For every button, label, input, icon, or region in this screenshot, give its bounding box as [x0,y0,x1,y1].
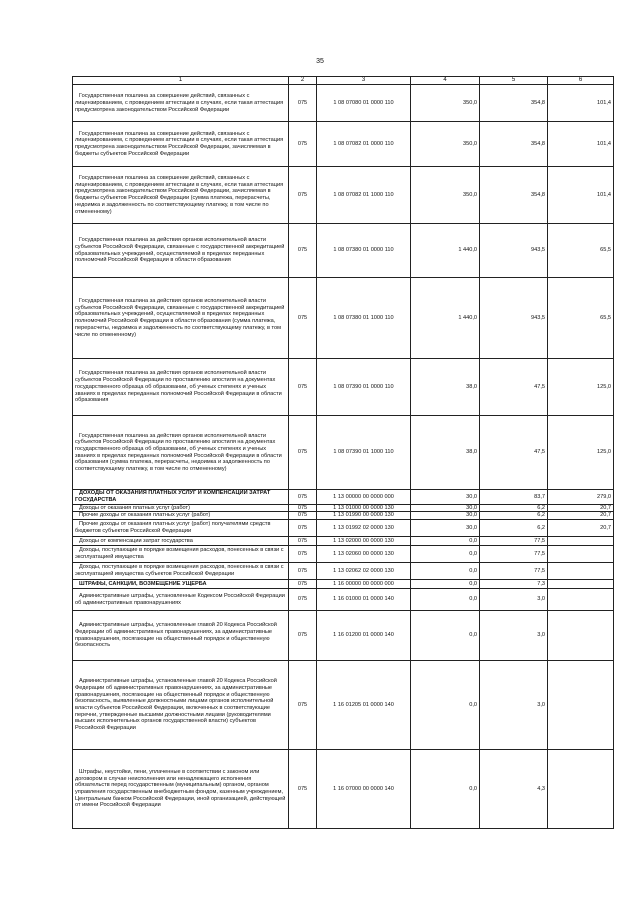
row-actual-value: 77,5 [480,546,548,563]
row-classification-code: 1 08 07380 01 0000 110 [317,224,411,278]
row-admin-code: 075 [289,490,317,504]
table-row [73,278,614,359]
header-cell: 4 [411,77,480,85]
row-admin-code: 075 [289,611,317,661]
row-plan-value: 0,0 [411,537,480,546]
row-actual-value: 83,7 [480,490,548,504]
row-admin-code: 075 [289,85,317,122]
row-name: Доходы от компенсации затрат государства [73,537,289,546]
row-percent [548,589,614,611]
row-classification-code: 1 16 01200 01 0000 140 [317,611,411,661]
row-classification-code: 1 08 07080 01 0000 110 [317,85,411,122]
table-row [73,546,614,563]
row-admin-code: 075 [289,122,317,167]
row-percent: 279,0 [548,490,614,504]
row-name: ШТРАФЫ, САНКЦИИ, ВОЗМЕЩЕНИЕ УЩЕРБА [73,580,289,589]
row-actual-value: 354,8 [480,167,548,224]
row-percent [548,661,614,750]
row-plan-value: 0,0 [411,563,480,580]
row-actual-value: 3,0 [480,661,548,750]
row-percent: 65,5 [548,224,614,278]
row-percent: 20,7 [548,512,614,520]
row-name: Государственная пошлина за действия органов исполнительной власти субъектов Российской Федерации, связанные с государственной аккредитацией образовательных учреждений, осуществляемой в пределах переданных полномочий Российской Федерации в области образования [73,224,289,278]
row-name: Доходы от оказания платных услуг (работ) [73,504,289,512]
row-percent: 20,7 [548,520,614,537]
row-actual-value: 354,8 [480,122,548,167]
row-name: Государственная пошлина за действия органов исполнительной власти субъектов Российской Федерации по проставлению апостиля на документах государственного образца об образовании, об ученых степенях и ученых званиях в пределах переданных полномочий Российской Федерации в области образования (сумма платежа, перерасчеты, недоимка и задолженность по соответствующему платежу, в том числе по отмененному) [73,416,289,490]
row-percent: 125,0 [548,359,614,416]
row-name: Доходы, поступающие в порядке возмещения расходов, понесенных в связи с эксплуатацией имущества субъектов Российской Федерации [73,563,289,580]
table-row [73,85,614,122]
row-actual-value: 7,3 [480,580,548,589]
row-admin-code: 075 [289,504,317,512]
row-admin-code: 075 [289,537,317,546]
row-percent [548,611,614,661]
row-percent [548,546,614,563]
table-row [73,490,614,504]
row-actual-value: 3,0 [480,589,548,611]
row-classification-code: 1 08 07380 01 1000 110 [317,278,411,359]
row-classification-code: 1 16 01205 01 0000 140 [317,661,411,750]
row-name: Административные штрафы, установленные главой 20 Кодекса Российской Федерации об административных правонарушениях, за административные правонарушения, посягающие на общественный порядок и общественную безопасность, выявленные должностными лицами органов исполнительной власти субъектов Российской Федерации, включенных в соответствующие перечни, утвержденные высшими должностными лицами (руководителями высших исполнительных органов государственной власти) субъектов Российской Федерации [73,661,289,750]
row-classification-code: 1 16 01000 01 0000 140 [317,589,411,611]
table-row [73,224,614,278]
row-actual-value: 77,5 [480,537,548,546]
table-row [73,537,614,546]
row-name: Прочие доходы от оказания платных услуг (работ) [73,512,289,520]
row-name: Государственная пошлина за совершение действий, связанных с лицензированием, с проведением аттестации в случаях, если такая аттестация предусмотрена законодательством Российской Федерации, зачисляемая в бюджеты субъектов Российской Федерации [73,122,289,167]
row-admin-code: 075 [289,359,317,416]
row-plan-value: 0,0 [411,611,480,661]
row-name: Прочие доходы от оказания платных услуг (работ) получателями средств бюджетов субъектов Российской Федерации [73,520,289,537]
row-plan-value: 30,0 [411,490,480,504]
table-row [73,589,614,611]
row-admin-code: 075 [289,580,317,589]
row-actual-value: 943,5 [480,278,548,359]
row-actual-value: 6,2 [480,512,548,520]
row-classification-code: 1 16 00000 00 0000 000 [317,580,411,589]
row-actual-value: 77,5 [480,563,548,580]
row-name: ДОХОДЫ ОТ ОКАЗАНИЯ ПЛАТНЫХ УСЛУГ И КОМПЕНСАЦИИ ЗАТРАТ ГОСУДАРСТВА [73,490,289,504]
row-actual-value: 47,5 [480,359,548,416]
header-row [73,77,614,85]
row-plan-value: 0,0 [411,580,480,589]
row-percent: 20,7 [548,504,614,512]
row-actual-value: 3,0 [480,611,548,661]
row-plan-value: 1 440,0 [411,224,480,278]
row-name: Государственная пошлина за совершение действий, связанных с лицензированием, с проведением аттестации в случаях, если такая аттестация предусмотрена законодательством Российской Федерации, зачисляемая в бюджеты субъектов Российской Федерации (сумма платежа, перерасчеты, недоимка и задолженность по соответствующему платежу, в том числе по отмененному) [73,167,289,224]
row-plan-value: 0,0 [411,750,480,829]
table-row [73,661,614,750]
table-row [73,416,614,490]
row-plan-value: 1 440,0 [411,278,480,359]
row-classification-code: 1 13 01992 02 0000 130 [317,520,411,537]
row-admin-code: 075 [289,278,317,359]
table-row [73,580,614,589]
row-admin-code: 075 [289,750,317,829]
table-row [73,167,614,224]
row-percent [548,580,614,589]
row-plan-value: 0,0 [411,589,480,611]
page-number: 35 [316,58,324,65]
row-classification-code: 1 13 01990 00 0000 130 [317,512,411,520]
row-classification-code: 1 13 00000 00 0000 000 [317,490,411,504]
row-percent: 101,4 [548,167,614,224]
row-percent: 65,5 [548,278,614,359]
row-name: Штрафы, неустойки, пени, уплаченные в соответствии с законом или договором в случае неисполнения или ненадлежащего исполнения обязательств перед государственным (муниципальным) органом, органом управления государственным внебюджетным фондом, казенным учреждением, Центральным банком Российской Федерации, иной организацией, действующей от имени Российской Федерации [73,750,289,829]
table-row [73,512,614,520]
row-classification-code: 1 13 01000 00 0000 130 [317,504,411,512]
row-classification-code: 1 08 07082 01 0000 110 [317,122,411,167]
row-admin-code: 075 [289,520,317,537]
row-percent: 101,4 [548,85,614,122]
table-row [73,750,614,829]
row-percent [548,537,614,546]
row-percent [548,750,614,829]
row-actual-value: 943,5 [480,224,548,278]
row-plan-value: 30,0 [411,512,480,520]
row-actual-value: 47,5 [480,416,548,490]
row-name: Доходы, поступающие в порядке возмещения расходов, понесенных в связи с эксплуатацией имущества [73,546,289,563]
row-actual-value: 354,8 [480,85,548,122]
row-admin-code: 075 [289,661,317,750]
header-cell: 6 [548,77,614,85]
row-plan-value: 38,0 [411,359,480,416]
row-classification-code: 1 13 02000 00 0000 130 [317,537,411,546]
header-cell: 1 [73,77,289,85]
row-plan-value: 350,0 [411,85,480,122]
row-admin-code: 075 [289,512,317,520]
header-cell: 5 [480,77,548,85]
row-percent: 125,0 [548,416,614,490]
row-plan-value: 0,0 [411,661,480,750]
row-name: Государственная пошлина за совершение действий, связанных с лицензированием, с проведением аттестации в случаях, если такая аттестация предусмотрена законодательством Российской Федерации [73,85,289,122]
row-plan-value: 30,0 [411,504,480,512]
row-classification-code: 1 08 07390 01 1000 110 [317,416,411,490]
row-plan-value: 30,0 [411,520,480,537]
row-plan-value: 0,0 [411,546,480,563]
table-row [73,504,614,512]
table-row [73,563,614,580]
row-actual-value: 6,2 [480,520,548,537]
row-admin-code: 075 [289,416,317,490]
table-row [73,122,614,167]
revenue-table [72,76,614,829]
row-classification-code: 1 16 07000 00 0000 140 [317,750,411,829]
row-plan-value: 350,0 [411,167,480,224]
row-actual-value: 6,2 [480,504,548,512]
row-percent: 101,4 [548,122,614,167]
table-row [73,359,614,416]
row-classification-code: 1 08 07082 01 1000 110 [317,167,411,224]
row-name: Административные штрафы, установленные главой 20 Кодекса Российской Федерации об административных правонарушениях, за административные правонарушения, посягающие на общественный порядок и общественную безопасность [73,611,289,661]
header-cell: 2 [289,77,317,85]
row-classification-code: 1 13 02060 00 0000 130 [317,546,411,563]
row-name: Административные штрафы, установленные Кодексом Российской Федерации об административных правонарушениях [73,589,289,611]
row-name: Государственная пошлина за действия органов исполнительной власти субъектов Российской Федерации, связанные с государственной аккредитацией образовательных учреждений, осуществляемой в пределах переданных полномочий Российской Федерации в области образования (сумма платежа, перерасчеты, недоимка и задолженность по соответствующему платежу, в том числе по отмененному) [73,278,289,359]
row-admin-code: 075 [289,589,317,611]
row-plan-value: 350,0 [411,122,480,167]
row-plan-value: 38,0 [411,416,480,490]
row-admin-code: 075 [289,546,317,563]
row-admin-code: 075 [289,563,317,580]
row-admin-code: 075 [289,167,317,224]
row-classification-code: 1 13 02062 02 0000 130 [317,563,411,580]
table-row [73,611,614,661]
row-name: Государственная пошлина за действия органов исполнительной власти субъектов Российской Федерации по проставлению апостиля на документах государственного образца об образовании, об ученых степенях и ученых званиях в пределах переданных полномочий Российской Федерации в области образования [73,359,289,416]
row-admin-code: 075 [289,224,317,278]
row-classification-code: 1 08 07390 01 0000 110 [317,359,411,416]
header-cell: 3 [317,77,411,85]
row-percent [548,563,614,580]
row-actual-value: 4,3 [480,750,548,829]
table-row [73,520,614,537]
